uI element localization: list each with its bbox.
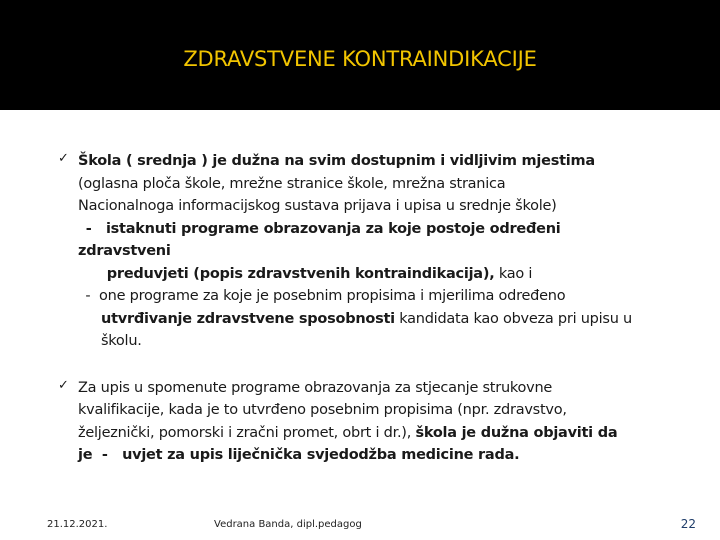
text-line bbox=[78, 195, 698, 218]
text-line bbox=[78, 173, 698, 196]
text-segment: - one programe za koje je posebnim propisima i mjerilima određeno bbox=[81, 288, 566, 304]
text-segment: kao i bbox=[494, 265, 533, 282]
footer-author: Vedrana Banda, dipl.pedagog bbox=[214, 519, 362, 530]
text-line bbox=[78, 444, 698, 467]
page-number: 22 bbox=[680, 517, 696, 531]
footer-date: 21.12.2021. bbox=[47, 519, 108, 530]
text-segment: Nacionalnoga informacijskog sustava prijava i upisa u srednje škole) bbox=[78, 198, 557, 214]
text-line bbox=[78, 377, 698, 400]
text-segment: kvalifikacije, kada je to utvrđeno posebnim propisima (npr. zdravstvo, bbox=[78, 402, 567, 418]
text-segment: zdravstveni bbox=[78, 243, 171, 259]
text-segment: preduvjeti (popis zdravstvenih kontraindikacija), bbox=[78, 265, 495, 282]
text-segment: je - uvjet za upis liječnička svjedodžba medicine rada. bbox=[78, 447, 520, 463]
text-segment: željeznički, pomorski i zračni promet, obrt i dr.), bbox=[78, 424, 416, 441]
text-line bbox=[78, 308, 698, 331]
checkmark-icon: ✓ bbox=[58, 151, 69, 166]
title-bar bbox=[0, 0, 720, 110]
text-segment: utvrđivanje zdravstvene sposobnosti bbox=[101, 310, 395, 327]
slide-title: ZDRAVSTVENE KONTRAINDIKACIJE bbox=[183, 47, 537, 71]
bullet-item bbox=[58, 150, 698, 353]
text-line bbox=[78, 240, 698, 263]
text-line bbox=[78, 285, 698, 308]
text-line bbox=[78, 399, 698, 422]
text-line bbox=[78, 330, 698, 353]
text-line bbox=[78, 150, 698, 173]
text-segment: Škola ( srednja ) je dužna na svim dostupnim i vidljivim mjestima bbox=[78, 153, 595, 169]
text-line bbox=[78, 263, 698, 286]
text-segment: kandidata kao obveza pri upisu u bbox=[394, 310, 632, 327]
text-line bbox=[78, 422, 698, 445]
bullet-item bbox=[58, 377, 698, 467]
text-segment: Za upis u spomenute programe obrazovanja za stjecanje strukovne bbox=[78, 379, 553, 396]
checkmark-icon: ✓ bbox=[58, 377, 69, 393]
text-line bbox=[78, 218, 698, 241]
text-segment: (oglasna ploča škole, mrežne stranice škole, mrežna stranica bbox=[78, 175, 506, 192]
text-segment: škola je dužna objaviti da bbox=[415, 424, 618, 441]
text-segment: - istaknuti programe obrazovanja za koje postoje određeni bbox=[81, 220, 561, 237]
slide-content bbox=[58, 150, 698, 467]
text-segment: školu. bbox=[101, 333, 142, 349]
